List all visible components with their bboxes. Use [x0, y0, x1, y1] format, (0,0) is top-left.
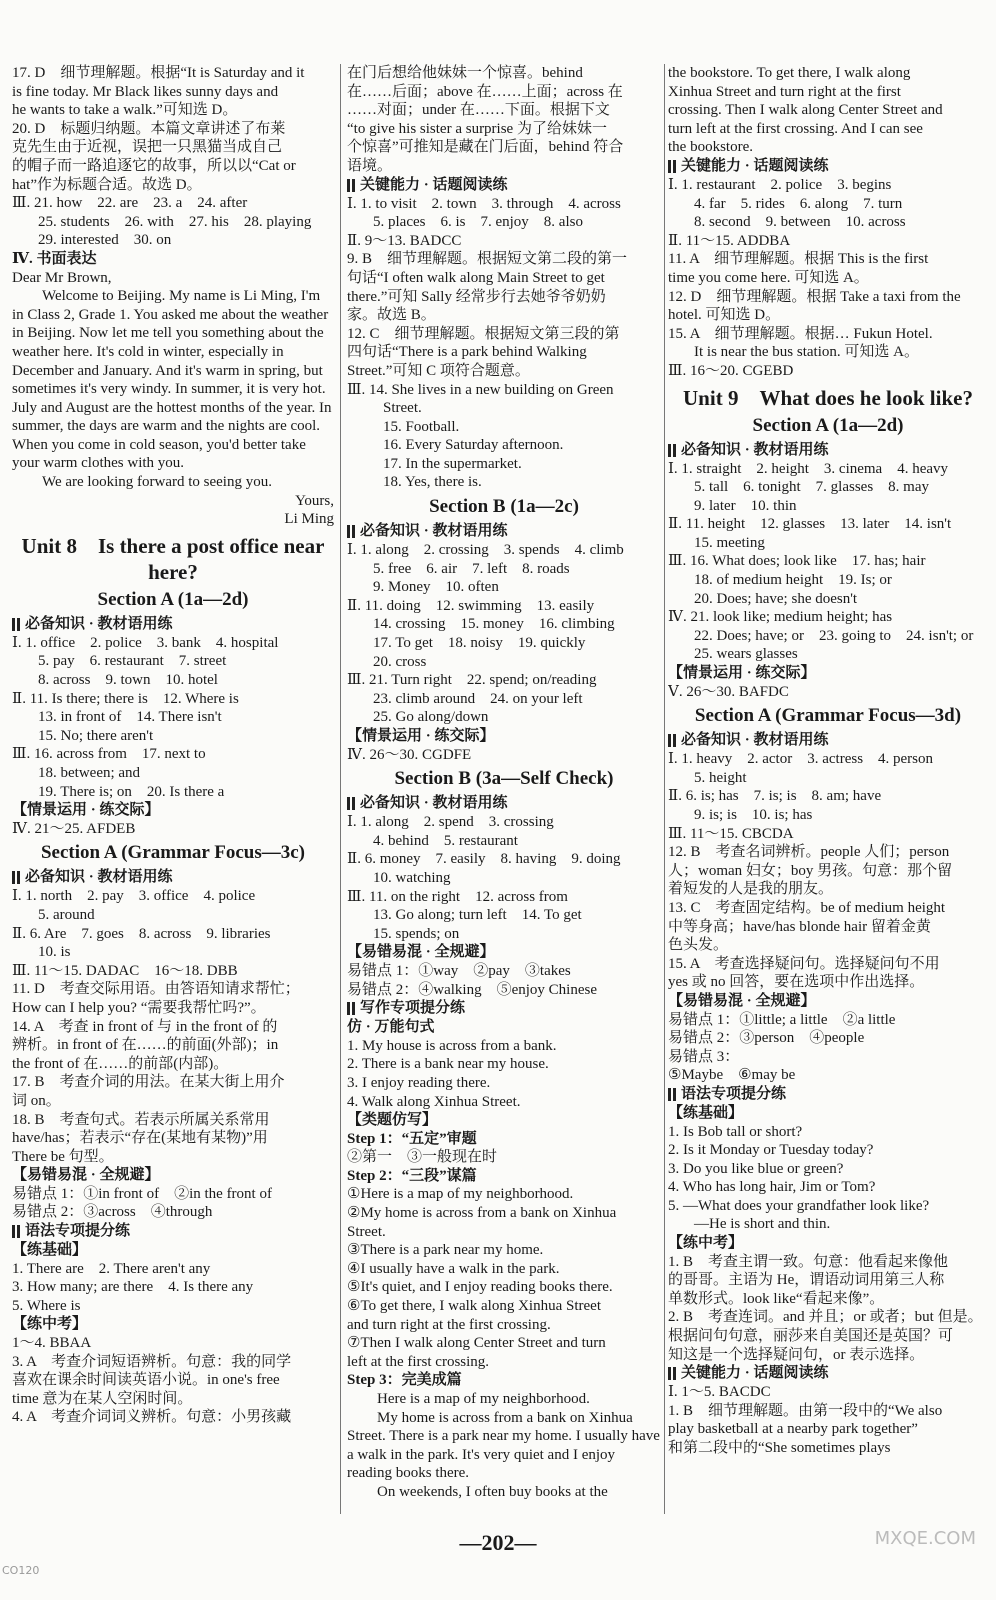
heading-bar [17, 871, 20, 884]
answer-line: 8. second 9. between 10. across [694, 214, 906, 231]
answer-line: 克先生由于近视，误把一只黑猫当成自己 [12, 139, 283, 156]
answer-line: 在门后想给他妹妹一个惊喜。behind [347, 65, 583, 81]
heading-bar [12, 871, 15, 884]
answer-line: 喜欢在课余时间读英语小说。in one's free [12, 1372, 280, 1389]
heading-bar [17, 618, 20, 631]
answer-line: 17. To get 18. noisy 19. quickly [373, 635, 586, 652]
heading-text: 必备知识 · 教材语用练 [25, 869, 173, 886]
heading-text: 必备知识 · 教材语用练 [681, 732, 829, 749]
answer-line: 【易错易混 · 全规避】 [668, 992, 816, 1009]
answer-line: 5. height [694, 769, 747, 786]
exercise-heading [12, 1222, 334, 1241]
answer-line: Ⅳ. 书面表达 [12, 250, 97, 267]
exercise-heading [668, 441, 988, 460]
answer-line: Ⅰ. 1. restaurant 2. police 3. begins [668, 176, 892, 193]
answer-line: the bookstore. [668, 139, 753, 156]
answer-line: Ⅱ. 11. Is there; there is 12. Where is [12, 690, 239, 707]
answer-line: It is near the bus station. 可知选 A。 [694, 344, 919, 361]
answer-line: 4. far 5. rides 6. along 7. turn [694, 195, 903, 212]
section-title: Section A (1a—2d) [97, 588, 249, 610]
section-title: Section B (1a—2c) [429, 496, 579, 518]
answer-line: 14. A 考查 in front of 与 in the front of 的 [12, 1018, 278, 1035]
answer-line: 句话“I often walk along Main Street to get [347, 269, 605, 286]
exercise-heading [347, 522, 661, 541]
column-divider [340, 64, 341, 1514]
exercise-heading [668, 1364, 988, 1383]
answer-line: 的哥哥。主语为 He，谓语动词用第三人称 [668, 1272, 945, 1289]
answer-line: Li Ming [284, 511, 334, 528]
answer-line: 20. Does; have; she doesn't [694, 590, 858, 607]
answer-line: hotel. 可知选 D。 [668, 307, 781, 324]
answer-line: the bookstore. To get there, I walk along [668, 65, 911, 81]
answer-line: 9. Money 10. often [373, 579, 499, 596]
answer-line: 18. of medium height 19. Is; or [694, 572, 892, 589]
heading-text: 写作专项提分练 [360, 1000, 466, 1017]
heading-bar [12, 618, 15, 631]
answer-line: 16. Every Saturday afternoon. [383, 437, 564, 454]
answer-line: “to give his sister a surprise 为了给妹妹一 [347, 120, 607, 137]
heading-bar [668, 160, 671, 173]
answer-line: ……对面；under 在……下面。根据下文 [347, 102, 610, 119]
answer-line: 25. wears glasses [694, 646, 798, 663]
answer-line: Ⅲ. 14. She lives in a new building on Green [347, 381, 614, 398]
answer-line: 5. —What does your grandfather look like? [668, 1197, 930, 1214]
answer-line: hat”作为标题合适。故选 D。 [12, 176, 202, 193]
heading-bar [673, 444, 676, 457]
column-divider [664, 64, 665, 1514]
heading-bar [673, 1088, 676, 1101]
answer-line: time you come here. 可知选 A。 [668, 269, 869, 286]
answer-line: 4. Who has long hair, Jim or Tom? [668, 1179, 876, 1196]
answer-line: 易错点 2：④walking ⑤enjoy Chinese [347, 981, 597, 998]
answer-line: ⑥To get there, I walk along Xinhua Street [347, 1298, 601, 1315]
answer-line: Ⅰ. 1. straight 2. height 3. cinema 4. heavy [668, 460, 949, 477]
answer-line: ⑤Maybe ⑥may be [668, 1067, 796, 1084]
answer-line: 15. Football. [383, 418, 460, 435]
answer-line: ④I usually have a walk in the park. [347, 1260, 560, 1277]
answer-line: 5. tall 6. tonight 7. glasses 8. may [694, 479, 929, 496]
answer-line: left at the first crossing. [347, 1353, 490, 1370]
watermark: MXQE.COM [874, 1528, 976, 1549]
answer-line: Ⅱ. 11. height 12. glasses 13. later 14. isn't [668, 516, 952, 533]
answer-line: yes 或 no 回答，要在选项中作出选择。 [668, 974, 925, 991]
answer-line: 12. D 细节理解题。根据 Take a taxi from the [668, 288, 961, 305]
answer-line: Ⅱ. 6. money 7. easily 8. having 9. doing [347, 851, 621, 868]
answer-line: and turn right at the first crossing. [347, 1316, 551, 1333]
answer-line: 【练中考】 [12, 1316, 88, 1333]
answer-line: ⑤It's quiet, and I enjoy reading books there. [347, 1279, 613, 1296]
column-left [12, 64, 334, 1427]
answer-line: We are looking forward to seeing you. [42, 474, 272, 491]
heading-text: 语法专项提分练 [681, 1085, 787, 1102]
answer-line: 14. crossing 15. money 16. climbing [373, 616, 615, 633]
answer-line: 人；woman 妇女；boy 男孩。句意：那个留 [668, 862, 953, 879]
answer-line: 18. B 考查句式。若表示所属关系常用 [12, 1111, 270, 1128]
answer-line: 根据问句句意，丽莎来自美国还是英国？可 [668, 1328, 954, 1345]
answer-line: time 意为在某人空闲时间。 [12, 1390, 193, 1407]
answer-line: There be 句型。 [12, 1148, 114, 1165]
answer-line: 易错点 1：①way ②pay ③takes [347, 962, 571, 979]
answer-line: 25. Go along/down [373, 709, 489, 726]
answer-line: 辨析。in front of 在……的前面(外部)；in [12, 1037, 279, 1054]
answer-line: Step 1：“五定”审题 [347, 1130, 477, 1147]
answer-line: 家。故选 B。 [347, 307, 436, 324]
heading-bar [673, 160, 676, 173]
answer-line: Step 2：“三段”谋篇 [347, 1167, 477, 1184]
answer-line: 5. free 6. air 7. left 8. roads [373, 560, 570, 577]
answer-line: 易错点 2：③across ④through [12, 1204, 213, 1221]
answer-line: 17. B 考查介词的用法。在某大街上用介 [12, 1074, 285, 1091]
answer-line: 5. Where is [12, 1297, 81, 1314]
scan-id: CO120 [2, 1564, 40, 1577]
answer-line: 5. places 6. is 7. enjoy 8. also [373, 214, 583, 231]
heading-bar [352, 525, 355, 538]
answer-line: 25. students 26. with 27. his 28. playing [38, 213, 312, 230]
heading-bar [668, 444, 671, 457]
answer-line: 易错点 3： [668, 1048, 740, 1065]
heading-bar [347, 179, 350, 192]
answer-line: 2. There is a bank near my house. [347, 1056, 549, 1073]
heading-text: 必备知识 · 教材语用练 [360, 523, 508, 540]
exercise-heading [347, 794, 661, 813]
answer-line: 18. Yes, there is. [383, 474, 482, 491]
answer-line: Yours, [295, 492, 334, 509]
unit-title: Unit 8 Is there a post office near here? [21, 533, 325, 584]
answer-line: 4. A 考查介词词义辨析。句意：小男孩藏 [12, 1409, 292, 1426]
answer-line: Street. [347, 1223, 386, 1240]
answer-line: Ⅱ. 6. is; has 7. is; is 8. am; have [668, 788, 882, 805]
exercise-heading [668, 731, 988, 750]
answer-line: 3. Do you like blue or green? [668, 1160, 844, 1177]
answer-line: 的帽子而一路追逐它的故事，所以以“Cat or [12, 157, 296, 174]
answer-line: 【练基础】 [12, 1242, 88, 1259]
answer-line: Ⅲ. 11～15. DADAC 16～18. DBB [12, 962, 238, 979]
answer-line: Ⅳ. 26～30. CGDFE [347, 746, 472, 763]
heading-bar [352, 179, 355, 192]
answer-line: On weekends, I often buy books at the [377, 1483, 608, 1500]
answer-line: 9. is; is 10. is; has [694, 807, 813, 823]
answer-line: Step 3：完美成篇 [347, 1372, 462, 1389]
heading-bar [12, 1225, 15, 1238]
answer-line: 【情景运用 · 练交际】 [12, 802, 160, 819]
answer-line: 12. B 考查名词辨析。people 人们；person [668, 844, 950, 861]
section-title: Section A (Grammar Focus—3d) [694, 705, 962, 727]
answer-line: 1. Is Bob tall or short? [668, 1123, 803, 1140]
answer-line: Street. [383, 400, 422, 417]
answer-line: 语境。 [347, 157, 393, 174]
heading-text: 关键能力 · 话题阅读练 [360, 176, 508, 193]
answer-line: crossing. Then I walk along Center Street and [668, 102, 943, 119]
heading-bar [668, 734, 671, 747]
answer-line: 10. watching [373, 869, 451, 886]
answer-line: 2. Is it Monday or Tuesday today? [668, 1142, 874, 1159]
answer-line: Ⅲ. 16. across from 17. next to [12, 746, 206, 763]
answer-line: Ⅰ. 1. heavy 2. actor 3. actress 4. person [668, 751, 934, 768]
answer-line: play basketball at a nearby park together” [668, 1421, 918, 1438]
answer-line: 17. D 细节理解题。根据“It is Saturday and it [12, 65, 305, 81]
answer-line: 8. across 9. town 10. hotel [38, 672, 218, 689]
answer-line: Ⅰ. 1～5. BACDC [668, 1384, 771, 1401]
answer-line: ②第一 ③一般现在时 [347, 1149, 498, 1166]
answer-line: 1～4. BBAA [12, 1335, 92, 1352]
answer-line: 13. in front of 14. There isn't [38, 709, 222, 726]
heading-bar [352, 797, 355, 810]
answer-line: How can I help you? “需要我帮忙吗?”。 [12, 999, 266, 1016]
answer-line: 【易错易混 · 全规避】 [347, 944, 495, 961]
heading-bar [673, 1367, 676, 1380]
answer-line: 个惊喜”可推知是藏在门后面，behind 符合 [347, 139, 624, 156]
heading-bar [668, 1088, 671, 1101]
heading-text: 语法专项提分练 [25, 1223, 131, 1240]
unit-title: Unit 9 What does he look like? [683, 385, 973, 410]
exercise-heading [668, 157, 988, 176]
section-title: Section A (Grammar Focus—3c) [40, 842, 306, 864]
heading-bar [347, 797, 350, 810]
answer-line: —He is short and thin. [694, 1216, 831, 1233]
answer-line: Ⅳ. 21. look like; medium height; has [668, 609, 893, 626]
answer-line: 在……后面；above 在……上面；across 在 [347, 83, 623, 100]
answer-line: Ⅱ. 11～15. ADDBA [668, 232, 791, 249]
answer-line: Street.”可知 C 项符合题意。 [347, 362, 530, 379]
answer-line: 5. around [38, 906, 95, 923]
answer-line: Ⅴ. 26～30. BAFDC [668, 683, 789, 700]
answer-line: turn left at the first crossing. And I can see [668, 120, 923, 137]
column-right [668, 64, 988, 1458]
answer-line: Ⅲ. 21. Turn right 22. spend; on/reading [347, 672, 597, 689]
heading-text: 关键能力 · 话题阅读练 [681, 1365, 829, 1382]
answer-line: there.”可知 Sally 经常步行去她爷爷奶奶 [347, 288, 606, 305]
answer-line: ⑦Then I walk along Center Street and turn [347, 1335, 606, 1352]
answer-line: ③There is a park near my home. [347, 1242, 544, 1259]
answer-line: 5. pay 6. restaurant 7. street [38, 653, 227, 670]
answer-line: Xinhua Street and turn right at the first [668, 83, 901, 100]
answer-line: 3. How many; are there 4. Is there any [12, 1279, 254, 1296]
answer-line: 15. meeting [694, 534, 765, 551]
answer-line: 18. between; and [38, 765, 141, 781]
answer-line: 1. My house is across from a bank. [347, 1037, 557, 1054]
answer-line: ②My home is across from a bank on Xinhua [347, 1205, 617, 1222]
answer-line: 【练基础】 [668, 1104, 744, 1121]
exercise-heading [668, 1085, 988, 1104]
answer-line: Ⅰ. 1. along 2. spend 3. crossing [347, 814, 554, 831]
answer-line: 色头发。 [668, 937, 729, 954]
answer-line: 【练中考】 [668, 1235, 744, 1252]
heading-bar [347, 525, 350, 538]
section-title: Section A (1a—2d) [752, 414, 904, 436]
answer-line: 15. No; there aren't [38, 727, 154, 744]
page-number: —202— [459, 1530, 537, 1555]
answer-line: ①Here is a map of my neighborhood. [347, 1186, 574, 1203]
answer-line: Ⅱ. 6. Are 7. goes 8. across 9. libraries [12, 925, 271, 942]
answer-line: 17. In the supermarket. [383, 455, 522, 472]
section-title: Section B (3a—Self Check) [394, 768, 614, 790]
answer-line: 23. climb around 24. on your left [373, 690, 583, 707]
exercise-heading [12, 868, 334, 887]
answer-line: 【易错易混 · 全规避】 [12, 1167, 160, 1184]
answer-line: 1. B 考查主谓一致。句意：他看起来像他 [668, 1253, 949, 1270]
answer-line: 19. There is; on 20. Is there a [38, 783, 225, 800]
answer-line: 13. Go along; turn left 14. To get [373, 907, 582, 924]
answer-line: 1. There are 2. There aren't any [12, 1260, 211, 1277]
heading-bar [673, 734, 676, 747]
answer-line: 【情景运用 · 练交际】 [347, 728, 495, 744]
answer-line: My home is across from a bank on Xinhua Street. There is a park near my home. I usually have a walk in the park. It's very quiet and I enjoy reading books there. [347, 1409, 660, 1482]
heading-bar [17, 1225, 20, 1238]
answer-line: 四句话“There is a park behind Walking [347, 344, 587, 361]
answer-line: 13. C 考查固定结构。be of medium height [668, 899, 946, 916]
answer-line: 2. B 考查连词。and 并且；or 或者；but 但是。 [668, 1309, 983, 1326]
answer-line: 易错点 2：③person ④people [668, 1030, 865, 1047]
answer-line: Ⅰ. 1. to visit 2. town 3. through 4. across [347, 195, 621, 212]
answer-line: 15. A 考查选择疑问句。选择疑问句不用 [668, 955, 940, 972]
answer-line: Ⅰ. 1. north 2. pay 3. office 4. police [12, 888, 256, 905]
answer-line: Ⅰ. 1. office 2. police 3. bank 4. hospital [12, 634, 279, 651]
answer-line: 【情景运用 · 练交际】 [668, 665, 816, 682]
answer-line: 22. Does; have; or 23. going to 24. isn't; or [694, 627, 974, 644]
heading-bar [347, 1002, 350, 1015]
answer-line: 1. B 细节理解题。由第一段中的“We also [668, 1402, 943, 1419]
answer-line: 12. C 细节理解题。根据短文第三段的第 [347, 325, 620, 342]
heading-bar [668, 1367, 671, 1380]
answer-line: 易错点 1：①little; a little ②a little [668, 1011, 896, 1028]
answer-line: Ⅲ. 11. on the right 12. across from [347, 888, 568, 905]
answer-line: 3. A 考查介词短语辨析。句意：我的同学 [12, 1353, 292, 1370]
heading-text: 必备知识 · 教材语用练 [360, 795, 508, 812]
answer-line: 20. D 标题归纳题。本篇文章讲述了布莱 [12, 120, 286, 137]
heading-text: 必备知识 · 教材语用练 [681, 441, 829, 458]
heading-text: 必备知识 · 教材语用练 [25, 615, 173, 632]
answer-line: 单数形式。look like“看起来像”。 [668, 1290, 885, 1307]
answer-line: Dear Mr Brown, [12, 269, 112, 286]
answer-line: 9. B 细节理解题。根据短文第二段的第一 [347, 251, 628, 268]
answer-line: 知这是一个选择疑问句，or 表示选择。 [668, 1346, 925, 1363]
answer-line: Ⅲ. 11～15. CBCDA [668, 825, 794, 842]
exercise-heading [347, 176, 661, 195]
column-middle [347, 64, 661, 1502]
answer-line: 20. cross [373, 653, 427, 670]
answer-line: 9. later 10. thin [694, 497, 797, 514]
answer-line: 11. A 细节理解题。根据 This is the first [668, 251, 929, 268]
answer-line: 10. is [38, 944, 71, 961]
answer-line: 中等身高；have/has blonde hair 留着金黄 [668, 918, 931, 935]
answer-line: is fine today. Mr Black likes sunny days and [12, 83, 279, 100]
answer-line: 仿 · 万能句式 [347, 1019, 435, 1036]
heading-text: 关键能力 · 话题阅读练 [681, 157, 829, 174]
answer-line: Ⅲ. 21. how 22. are 23. a 24. after [12, 195, 248, 212]
answer-line: Here is a map of my neighborhood. [377, 1391, 590, 1407]
answer-line: 易错点 1：①in front of ②in the front of [12, 1185, 272, 1202]
exercise-heading [12, 615, 334, 634]
answer-line: 11. D 考查交际用语。由答语知请求帮忙； [12, 981, 300, 998]
answer-line: Ⅲ. 16～20. CGEBD [668, 362, 794, 379]
answer-line: 3. I enjoy reading there. [347, 1074, 491, 1091]
answer-line: Ⅱ. 9～13. BADCC [347, 232, 462, 249]
answer-line: Ⅲ. 16. What does; look like 17. has; hair [668, 553, 926, 570]
answer-line: Ⅱ. 11. doing 12. swimming 13. easily [347, 597, 595, 614]
answer-line: he wants to take a walk.”可知选 D。 [12, 102, 238, 119]
answer-line: 15. spends; on [373, 925, 460, 942]
answer-line: have/has；若表示“存在(某地有某物)”用 [12, 1130, 268, 1147]
answer-line: 【类题仿写】 [347, 1112, 438, 1129]
answer-line: 29. interested 30. on [38, 232, 172, 249]
answer-line: Ⅰ. 1. along 2. crossing 3. spends 4. climb [347, 542, 624, 559]
answer-line: the front of 在……的前部(内部)。 [12, 1055, 229, 1072]
answer-line: 和第二段中的“She sometimes plays [668, 1440, 891, 1456]
answer-line: 词 on。 [12, 1092, 61, 1109]
answer-line: 着短发的人是我的朋友。 [668, 881, 834, 898]
answer-line: Welcome to Beijing. My name is Li Ming, I'm in Class 2, Grade 1. You asked me about the weather in Beijing. Now let me tell you something about the weather here. It's cold in winter, especially in December and January. And it's warm in spring, but sometimes it's very windy. In summer, it is very hot. July and August are the hottest months of the year. In summer, the days are warm and the nights are cool. When you come in cold season, you'd better take your warm clothes with you. [12, 288, 332, 472]
heading-bar [352, 1002, 355, 1015]
exercise-heading [347, 999, 661, 1018]
answer-line: 4. Walk along Xinhua Street. [347, 1093, 521, 1110]
answer-line: 4. behind 5. restaurant [373, 832, 518, 849]
answer-line: Ⅳ. 21～25. AFDEB [12, 820, 136, 837]
answer-line: 15. A 细节理解题。根据… Fukun Hotel. [668, 325, 933, 342]
